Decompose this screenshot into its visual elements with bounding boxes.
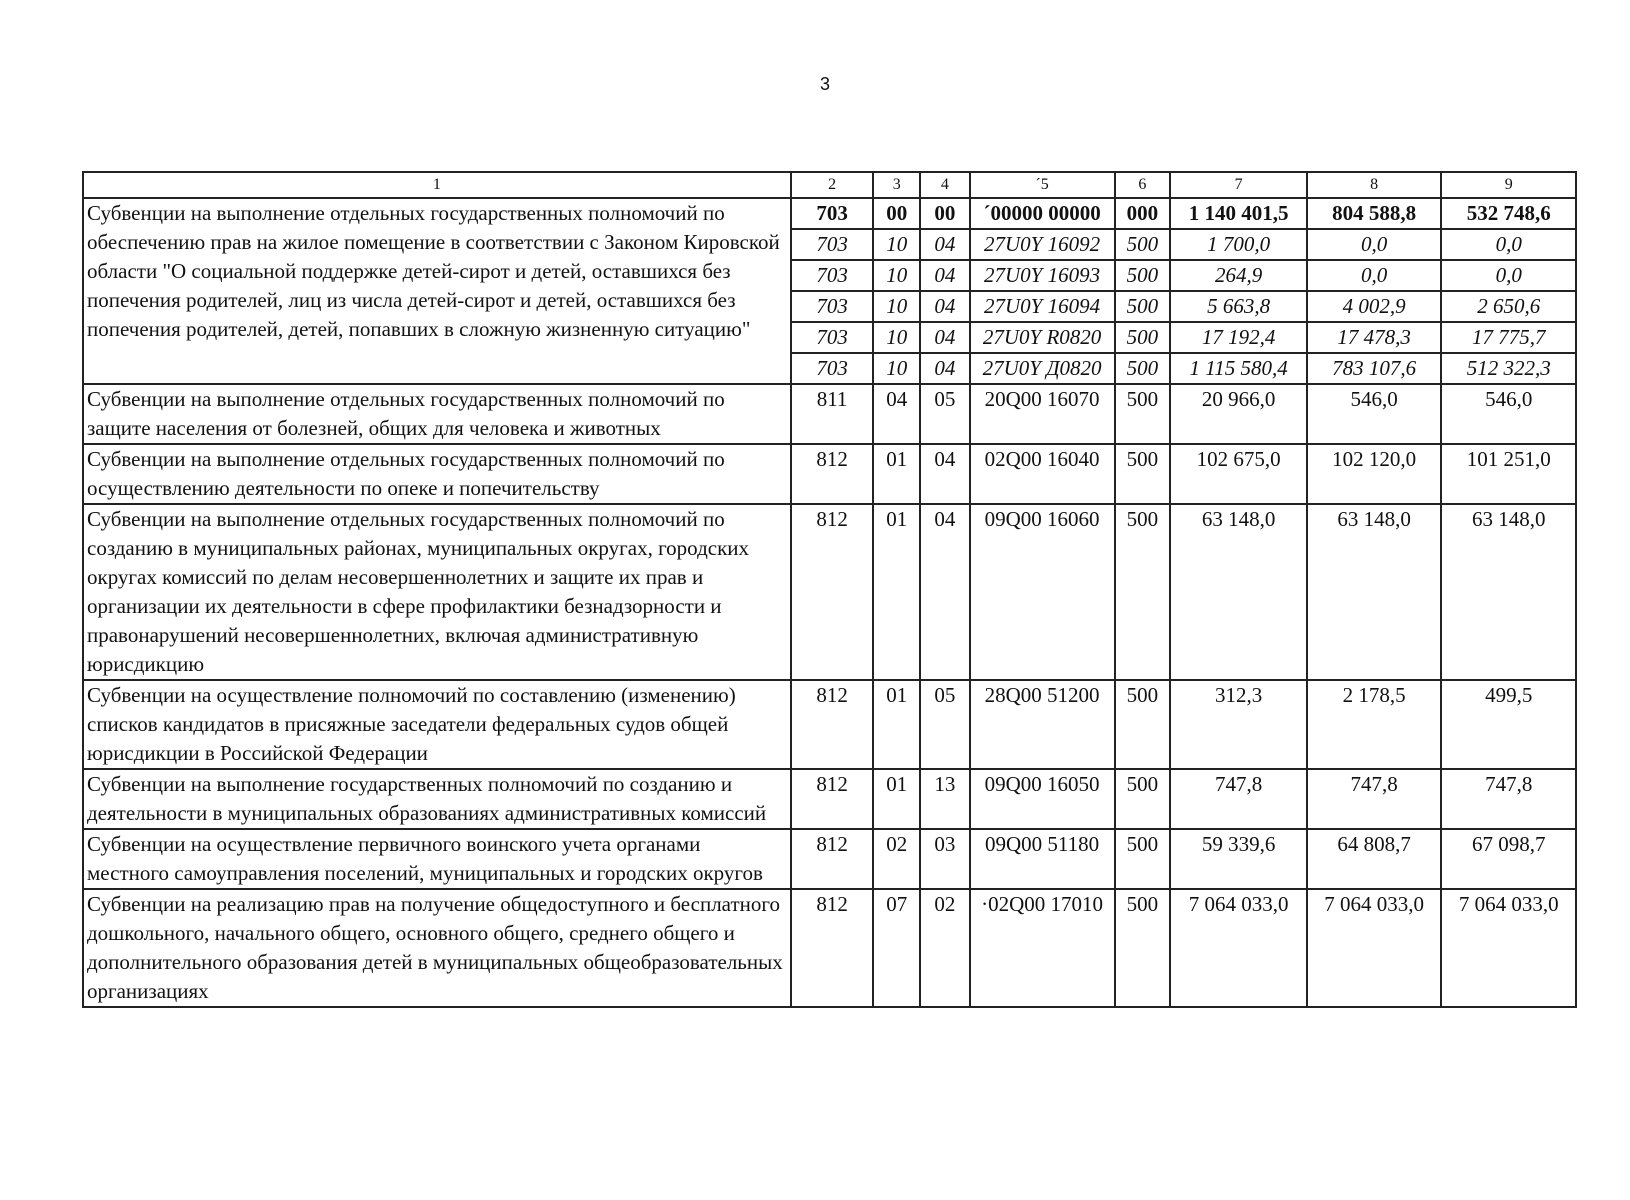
cell-amount-8: 747,8 [1307,769,1442,829]
cell-amount-9: 512 322,3 [1441,353,1576,384]
cell-amount-8: 7 064 033,0 [1307,889,1442,1007]
cell-subsection: 04 [920,291,970,322]
cell-target: 27U0Y R0820 [970,322,1115,353]
cell-amount-9: 67 098,7 [1441,829,1576,889]
cell-amount-8: 2 178,5 [1307,680,1442,769]
header-cell-3: 3 [873,172,920,198]
cell-amount-9: 499,5 [1441,680,1576,769]
cell-amount-9: 7 064 033,0 [1441,889,1576,1007]
cell-subsection: 04 [920,444,970,504]
cell-code: 703 [791,198,874,229]
cell-amount-9: 63 148,0 [1441,504,1576,680]
row-description: Субвенции на выполнение отдельных государственных полномочий по осуществлению деятельности по опеке и попечительству [83,444,791,504]
cell-section: 01 [873,444,920,504]
row-description: Субвенции на выполнение отдельных государственных полномочий по созданию в муниципальных районах, муниципальных округах, городских округах комиссий по делам несовершеннолетних и защите их прав и организации их деятельности в сфере профилактики безнадзорности и правонарушений несовершеннолетних, включая административную юрисдикцию [83,504,791,680]
table-row [83,504,1576,680]
cell-subsection: 04 [920,353,970,384]
cell-amount-9: 546,0 [1441,384,1576,444]
cell-code: 811 [791,384,874,444]
cell-target: 09Q00 51180 [970,829,1115,889]
cell-target: 27U0Y 16093 [970,260,1115,291]
cell-target: ´00000 00000 [970,198,1115,229]
cell-section: 01 [873,504,920,680]
header-cell-4: 4 [920,172,970,198]
cell-subsection: 03 [920,829,970,889]
header-cell-7: 7 [1170,172,1307,198]
table-row [83,444,1576,504]
cell-type: 500 [1115,829,1171,889]
header-cell-2: 2 [791,172,874,198]
cell-section: 01 [873,680,920,769]
cell-amount-9: 532 748,6 [1441,198,1576,229]
cell-amount-9: 0,0 [1441,260,1576,291]
cell-subsection: 05 [920,384,970,444]
cell-type: 500 [1115,384,1171,444]
table-row [83,680,1576,769]
cell-section: 10 [873,322,920,353]
cell-subsection: 04 [920,229,970,260]
cell-code: 703 [791,229,874,260]
cell-type: 500 [1115,229,1171,260]
cell-target: 28Q00 51200 [970,680,1115,769]
cell-amount-8: 0,0 [1307,229,1442,260]
cell-target: 02Q00 16040 [970,444,1115,504]
cell-amount-8: 0,0 [1307,260,1442,291]
cell-section: 02 [873,829,920,889]
cell-code: 703 [791,322,874,353]
cell-target: 20Q00 16070 [970,384,1115,444]
cell-subsection: 02 [920,889,970,1007]
cell-type: 500 [1115,353,1171,384]
cell-type: 000 [1115,198,1171,229]
row-description: Субвенции на выполнение государственных полномочий по созданию и деятельности в муниципальных образованиях административных комиссий [83,769,791,829]
cell-code: 812 [791,889,874,1007]
cell-amount-7: 1 115 580,4 [1170,353,1307,384]
cell-section: 07 [873,889,920,1007]
row-description: Субвенции на осуществление первичного воинского учета органами местного самоуправления поселений, муниципальных и городских округов [83,829,791,889]
cell-section: 10 [873,291,920,322]
cell-section: 01 [873,769,920,829]
cell-amount-8: 63 148,0 [1307,504,1442,680]
cell-subsection: 13 [920,769,970,829]
cell-amount-7: 1 700,0 [1170,229,1307,260]
cell-amount-8: 783 107,6 [1307,353,1442,384]
row-description: Субвенции на выполнение отдельных государственных полномочий по защите населения от болезней, общих для человека и животных [83,384,791,444]
cell-code: 703 [791,353,874,384]
cell-amount-8: 4 002,9 [1307,291,1442,322]
cell-target: 27U0Y Д0820 [970,353,1115,384]
cell-amount-9: 101 251,0 [1441,444,1576,504]
header-cell-8: 8 [1307,172,1442,198]
cell-target: ·02Q00 17010 [970,889,1115,1007]
cell-amount-7: 264,9 [1170,260,1307,291]
cell-amount-7: 5 663,8 [1170,291,1307,322]
cell-amount-8: 804 588,8 [1307,198,1442,229]
cell-amount-7: 59 339,6 [1170,829,1307,889]
cell-target: 09Q00 16060 [970,504,1115,680]
cell-type: 500 [1115,889,1171,1007]
cell-amount-8: 102 120,0 [1307,444,1442,504]
cell-amount-8: 17 478,3 [1307,322,1442,353]
header-cell-6: 6 [1115,172,1171,198]
cell-target: 27U0Y 16094 [970,291,1115,322]
page-number: 3 [819,74,830,94]
cell-subsection: 04 [920,504,970,680]
cell-amount-7: 20 966,0 [1170,384,1307,444]
cell-type: 500 [1115,260,1171,291]
cell-amount-7: 63 148,0 [1170,504,1307,680]
cell-amount-7: 1 140 401,5 [1170,198,1307,229]
cell-amount-7: 312,3 [1170,680,1307,769]
cell-type: 500 [1115,322,1171,353]
cell-type: 500 [1115,769,1171,829]
cell-code: 812 [791,444,874,504]
table-row [83,769,1576,829]
table-row [83,829,1576,889]
cell-subsection: 05 [920,680,970,769]
table-row [83,889,1576,1007]
cell-amount-9: 17 775,7 [1441,322,1576,353]
cell-subsection: 04 [920,322,970,353]
cell-type: 500 [1115,680,1171,769]
cell-code: 812 [791,769,874,829]
cell-type: 500 [1115,444,1171,504]
header-cell-9: 9 [1441,172,1576,198]
cell-amount-8: 64 808,7 [1307,829,1442,889]
cell-amount-7: 102 675,0 [1170,444,1307,504]
cell-subsection: 00 [920,198,970,229]
cell-amount-9: 747,8 [1441,769,1576,829]
budget-table [82,171,1577,1008]
row-description: Субвенции на осуществление полномочий по составлению (изменению) списков кандидатов в присяжные заседатели федеральных судов общей юрисдикции в Российской Федерации [83,680,791,769]
cell-code: 703 [791,260,874,291]
cell-code: 812 [791,504,874,680]
cell-target: 27U0Y 16092 [970,229,1115,260]
row-description: Субвенции на выполнение отдельных государственных полномочий по обеспечению прав на жилое помещение в соответствии с Законом Кировской области "О социальной поддержке детей-сирот и детей, оставшихся без попечения родителей, лиц из числа детей-сирот и детей, оставшихся без попечения родителей, детей, попавших в сложную жизненную ситуацию" [83,198,791,384]
cell-subsection: 04 [920,260,970,291]
cell-type: 500 [1115,291,1171,322]
table-row [83,198,1576,229]
cell-section: 00 [873,198,920,229]
cell-amount-7: 7 064 033,0 [1170,889,1307,1007]
cell-amount-7: 747,8 [1170,769,1307,829]
cell-amount-9: 2 650,6 [1441,291,1576,322]
table-row [83,384,1576,444]
cell-amount-8: 546,0 [1307,384,1442,444]
cell-type: 500 [1115,504,1171,680]
cell-code: 812 [791,680,874,769]
cell-section: 10 [873,260,920,291]
table-header-row [83,172,1576,198]
row-description: Субвенции на реализацию прав на получение общедоступного и бесплатного дошкольного, начального общего, основного общего, среднего общего и дополнительного образования детей в муниципальных общеобразовательных организациях [83,889,791,1007]
cell-section: 10 [873,353,920,384]
cell-section: 10 [873,229,920,260]
cell-amount-9: 0,0 [1441,229,1576,260]
cell-target: 09Q00 16050 [970,769,1115,829]
cell-amount-7: 17 192,4 [1170,322,1307,353]
cell-section: 04 [873,384,920,444]
header-cell-1: 1 [83,172,791,198]
cell-code: 812 [791,829,874,889]
cell-code: 703 [791,291,874,322]
header-cell-5: ´5 [970,172,1115,198]
